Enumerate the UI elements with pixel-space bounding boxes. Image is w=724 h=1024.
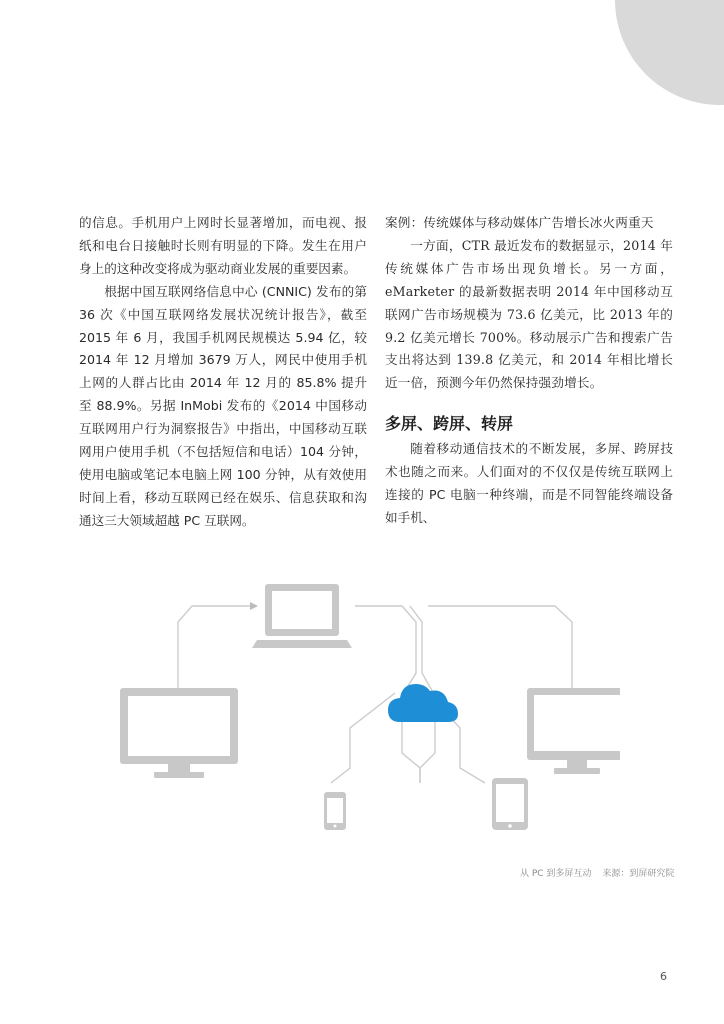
paragraph: 的信息。手机用户上网时长显著增加，而电视、报纸和电台日接触时长则有明显的下降。发生在用户身上的这种改变将成为驱动商业发展的重要因素。 [79, 215, 367, 276]
paragraph: 随着移动通信技术的不断发展，多屏、跨屏技术也随之而来。人们面对的不仅仅是传统互联网上连接的 PC 电脑一种终端，而是不同智能终端设备如手机、 [385, 441, 673, 525]
case-body: 一方面，CTR 最近发布的数据显示，2014 年传统媒体广告市场出现负增长。另一方面，eMarketer 的最新数据表明 2014 年中国移动互联网广告市场规模为 73.6 亿美元，比 2013 年的 9.2 亿美元增长 700%。移动展示广告和搜索广告支出将达到 139.8 亿美元，和 2014 年相比增长近一倍，预测今年仍然保持强劲增长。 [385, 237, 673, 391]
laptop-icon [252, 584, 352, 648]
right-column [385, 212, 673, 530]
page-number: 6 [660, 970, 667, 983]
tablet-icon [492, 778, 528, 830]
smartphone-icon [324, 792, 346, 830]
multi-screen-diagram [110, 578, 620, 838]
desktop-monitor-icon [120, 688, 238, 778]
case-title: 案例：传统媒体与移动媒体广告增长冰火两重天 [385, 215, 654, 230]
left-column [79, 212, 367, 533]
corner-decoration [615, 0, 724, 105]
desktop-monitor-icon [527, 688, 620, 774]
section-heading: 多屏、跨屏、转屏 [385, 414, 514, 434]
cloud-icon [388, 684, 458, 722]
paragraph: 根据中国互联网络信息中心 (CNNIC) 发布的第 36 次《中国互联网络发展状况统计报告》，截至 2015 年 6 月，我国手机网民规模达 5.94 亿，较 2014 年 12 月增加 3679 万人，网民中使用手机上网的人群占比由 2014 年 12 月的 85.8% 提升至 88.9%。另据 InMobi 发布的《2014 中国移动互联网用户行为洞察报告》中指出，中国移动互联网用户使用手机（不包括短信和电话）104 分钟，使用电脑或笔记本电脑上网 100 分钟，从有效使用时间上看，移动互联网已经在娱乐、信息获取和沟通这三大领域超越 PC 互联网。 [79, 283, 367, 528]
figure-caption [520, 866, 674, 879]
caption-source: 来源：到屏研究院 [602, 869, 675, 879]
case-study-box [385, 212, 673, 395]
caption-title: 从 PC 到多屏互动 [520, 869, 592, 879]
